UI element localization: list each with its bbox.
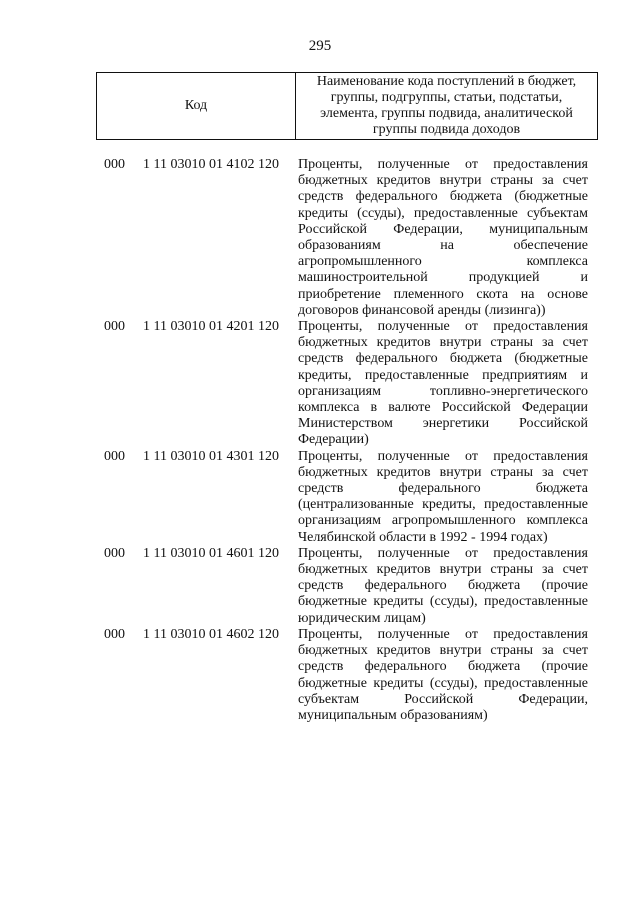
header-name-label: Наименование кода поступлений в бюджет, группы, подгруппы, статьи, подстатьи, элемента, группы подвида, аналитической группы подвида доходов bbox=[316, 74, 577, 137]
table-row bbox=[0, 157, 640, 319]
admin-code: 000 bbox=[104, 448, 125, 464]
table-row bbox=[0, 319, 640, 449]
row-description: Проценты, полученные от предоставления бюджетных кредитов внутри страны за счет средств федерального бюджета (прочие бюджетные кредиты (ссуды), предоставленные субъектам Российской Федерации, муниципальным образованиям) bbox=[298, 626, 588, 723]
table-row bbox=[0, 546, 640, 627]
row-description: Проценты, полученные от предоставления бюджетных кредитов внутри страны за счет средств федерального бюджета (прочие бюджетные кредиты (ссуды), предоставленные юридическим лицам) bbox=[298, 545, 588, 626]
admin-code: 000 bbox=[104, 157, 125, 172]
row-description: Проценты, полученные от предоставления бюджетных кредитов внутри страны за счет средств федерального бюджета (бюджетные кредиты, предоставленные предприятиям и организациям топливно-энергетического комплекса в валюте Российской Федерации Министерством энергетики Российской Федерации) bbox=[298, 319, 588, 448]
admin-code: 000 bbox=[104, 319, 125, 335]
budget-code: 1 11 03010 01 4102 120 bbox=[143, 157, 279, 172]
header-code-cell bbox=[97, 73, 296, 139]
page-number: 295 bbox=[308, 38, 332, 54]
budget-code: 1 11 03010 01 4601 120 bbox=[143, 545, 279, 561]
row-description: Проценты, полученные от предоставления бюджетных кредитов внутри страны за счет средств федерального бюджета (бюджетные кредиты (ссуды), предоставленные субъектам Российской Федерации, муниципальным образованиям на обеспечение агропромышленного комплекса машиностроительной продукцией и приобретение племенного скота на основе договоров финансовой аренды (лизинга)) bbox=[298, 157, 588, 318]
row-description: Проценты, полученные от предоставления бюджетных кредитов внутри страны за счет средств федерального бюджета (централизованные кредиты, предоставленные организациям агропромышленного комплекса Челябинской области в 1992 - 1994 годах) bbox=[298, 448, 588, 545]
header-name-cell bbox=[296, 73, 597, 139]
admin-code: 000 bbox=[104, 545, 125, 561]
admin-code: 000 bbox=[104, 626, 125, 642]
budget-code: 1 11 03010 01 4602 120 bbox=[143, 626, 279, 642]
table-row bbox=[0, 627, 640, 724]
header-code-label: Код bbox=[184, 98, 208, 113]
budget-code: 1 11 03010 01 4301 120 bbox=[143, 448, 279, 464]
table-header bbox=[96, 72, 598, 140]
code-list bbox=[0, 157, 640, 724]
table-row bbox=[0, 449, 640, 546]
budget-code: 1 11 03010 01 4201 120 bbox=[143, 319, 279, 335]
